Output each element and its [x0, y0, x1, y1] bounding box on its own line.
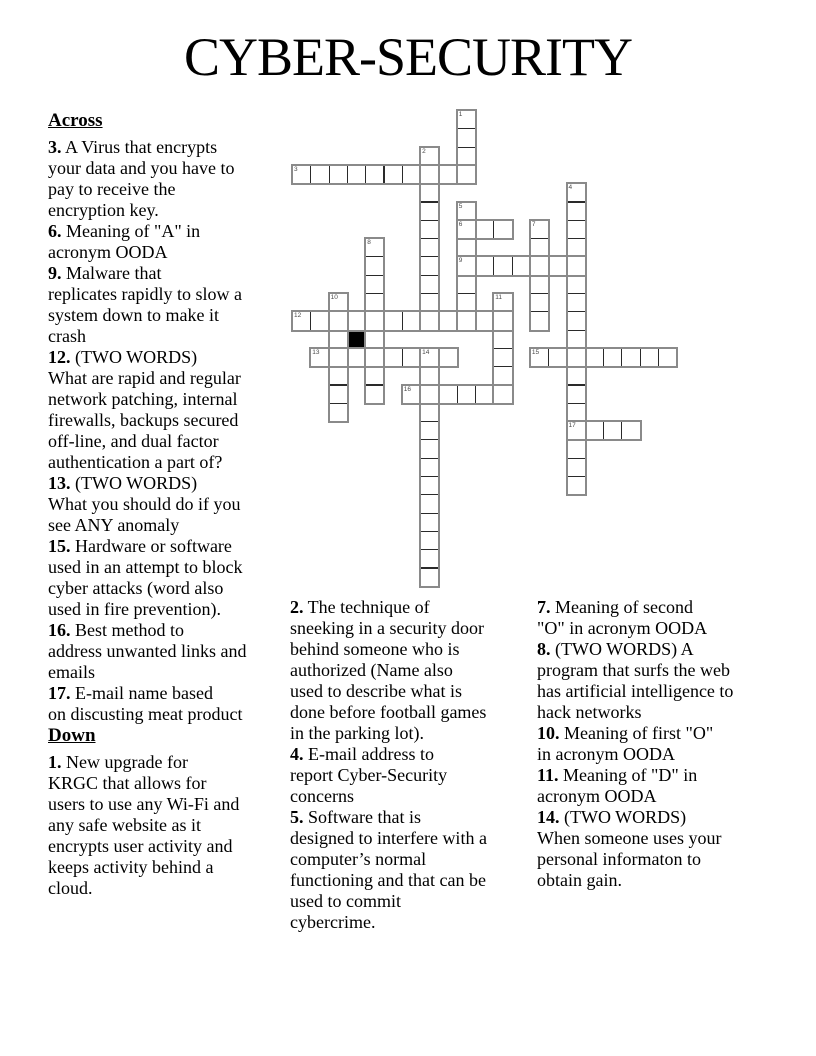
grid-cell[interactable] — [365, 293, 384, 312]
clue-1-line: any safe website as it — [48, 815, 201, 835]
grid-cell[interactable] — [310, 165, 329, 184]
grid-cell[interactable] — [310, 311, 329, 330]
clue-3-line: pay to receive the — [48, 179, 176, 199]
clue-number: 11. — [537, 765, 559, 785]
clue-column-right — [537, 597, 789, 891]
clue-number: 12. — [48, 347, 71, 367]
grid-cell[interactable] — [420, 385, 439, 404]
grid-cell[interactable] — [420, 165, 439, 184]
clue-number-label: 7 — [531, 220, 536, 228]
grid-cell[interactable] — [438, 165, 457, 184]
clue-2-line: sneeking in a security door — [290, 618, 484, 638]
grid-cell[interactable] — [493, 385, 512, 404]
clue-16-line: address unwanted links and — [48, 641, 247, 661]
grid-cell[interactable] — [347, 348, 366, 367]
clue-9-line: replicates rapidly to slow a — [48, 284, 242, 304]
grid-cell[interactable] — [310, 348, 329, 367]
clue-number: 9. — [48, 263, 62, 283]
grid-cell[interactable] — [420, 293, 439, 312]
grid-cell[interactable] — [567, 348, 586, 367]
grid-cell[interactable] — [530, 256, 549, 275]
grid-cell[interactable] — [329, 403, 348, 422]
clue-number-label: 1 — [458, 111, 463, 118]
grid-cell[interactable] — [420, 476, 439, 495]
clue-7-line: "O" in acronym OODA — [537, 618, 708, 638]
grid-cell[interactable] — [567, 311, 586, 330]
grid-cell[interactable] — [420, 311, 439, 330]
clue-12-line: network patching, internal — [48, 389, 238, 409]
clue-number-label: 5 — [458, 202, 463, 210]
grid-cell[interactable] — [420, 531, 439, 550]
clue-number: 3. — [48, 137, 62, 157]
down-header: Down — [48, 725, 96, 746]
grid-cell[interactable] — [567, 256, 586, 275]
grid-cell[interactable] — [329, 366, 348, 385]
clue-2-line: behind someone who is — [290, 639, 460, 659]
clue-3-line: your data and you have to — [48, 158, 235, 178]
clue-15-line: used in fire prevention). — [48, 599, 221, 619]
grid-cell[interactable] — [420, 421, 439, 440]
clue-9-line: 9. Malware that — [48, 263, 162, 283]
clue-13-line: 13. (TWO WORDS) — [48, 473, 198, 493]
grid-cell[interactable] — [567, 275, 586, 294]
grid-cell[interactable] — [603, 348, 622, 367]
clue-6-line: acronym OODA — [48, 242, 168, 262]
clue-17-line: 17. E-mail name based — [48, 683, 213, 703]
grid-cell[interactable] — [567, 385, 586, 404]
grid-cell[interactable] — [512, 256, 531, 275]
grid-cell[interactable] — [457, 128, 476, 147]
grid-cell[interactable] — [585, 348, 604, 367]
grid-cell[interactable] — [420, 513, 439, 532]
clue-7-line: 7. Meaning of second — [537, 597, 693, 617]
grid-cell[interactable] — [475, 256, 494, 275]
grid-cell[interactable] — [420, 494, 439, 513]
clue-1-line: 1. New upgrade for — [48, 752, 188, 772]
grid-cell[interactable] — [329, 165, 348, 184]
grid-cell[interactable] — [567, 439, 586, 458]
clue-number: 6. — [48, 221, 62, 241]
grid-cell[interactable] — [493, 366, 512, 385]
grid-cell[interactable] — [567, 366, 586, 385]
grid-cell[interactable] — [365, 165, 384, 184]
grid-cell[interactable] — [365, 256, 384, 275]
clue-12-line: firewalls, backups secured — [48, 410, 239, 430]
clue-13-line: What you should do if you — [48, 494, 241, 514]
clue-8-line: has artificial intelligence to — [537, 681, 734, 701]
clue-2-line: 2. The technique of — [290, 597, 430, 617]
clue-5-line: computer’s normal — [290, 849, 427, 869]
grid-cell[interactable] — [457, 256, 476, 275]
grid-cell[interactable] — [457, 165, 476, 184]
clue-9-line: system down to make it — [48, 305, 219, 325]
grid-cell[interactable] — [329, 385, 348, 404]
across-header: Across — [48, 110, 103, 131]
clue-number: 5. — [290, 807, 304, 827]
clue-number: 7. — [537, 597, 551, 617]
clue-column-left — [48, 110, 288, 899]
grid-cell[interactable] — [658, 348, 677, 367]
grid-cell[interactable] — [292, 165, 311, 184]
grid-cell[interactable] — [329, 330, 348, 349]
clue-10-line: 10. Meaning of first "O" — [537, 723, 714, 743]
clue-5-line: designed to interfere with a — [290, 828, 487, 848]
clue-number: 10. — [537, 723, 560, 743]
grid-cell[interactable] — [420, 147, 439, 166]
clue-16-line: 16. Best method to — [48, 620, 184, 640]
clue-1-line: KRGC that allows for — [48, 773, 207, 793]
clue-4-line: concerns — [290, 786, 354, 806]
clue-12-line: off-line, and dual factor — [48, 431, 219, 451]
clue-5-line: 5. Software that is — [290, 807, 421, 827]
grid-cell[interactable] — [621, 421, 640, 440]
clue-number-label: 15 — [531, 348, 540, 356]
clue-16-line: emails — [48, 662, 95, 682]
grid-cell[interactable] — [475, 385, 494, 404]
clue-number-label: 16 — [403, 385, 412, 393]
grid-cell[interactable] — [548, 348, 567, 367]
clue-1-line: cloud. — [48, 878, 93, 898]
clue-8-line: program that surfs the web — [537, 660, 730, 680]
clue-number-label: 12 — [294, 312, 302, 320]
grid-cell[interactable] — [347, 165, 366, 184]
grid-cell[interactable] — [567, 476, 586, 495]
clue-14-line: personal informaton to — [537, 849, 701, 869]
clue-11-line: 11. Meaning of "D" in — [537, 765, 698, 785]
clue-number: 17. — [48, 683, 71, 703]
clue-2-line: in the parking lot). — [290, 723, 424, 743]
grid-cell[interactable] — [384, 348, 403, 367]
clue-number-label: 11 — [495, 294, 503, 301]
grid-cell[interactable] — [567, 238, 586, 257]
grid-cell[interactable] — [420, 366, 439, 385]
clue-number-label: 17 — [568, 422, 576, 430]
grid-cell[interactable] — [365, 275, 384, 294]
clue-number: 2. — [290, 597, 304, 617]
clue-number: 1. — [48, 752, 62, 772]
grid-cell[interactable] — [457, 293, 476, 312]
grid-cell[interactable] — [493, 330, 512, 349]
clue-14-line: When someone uses your — [537, 828, 722, 848]
grid-cell[interactable] — [365, 238, 384, 257]
grid-cell[interactable] — [493, 348, 512, 367]
grid-cell[interactable] — [567, 183, 586, 202]
clue-4-line: report Cyber-Security — [290, 765, 448, 785]
grid-cell[interactable] — [420, 549, 439, 568]
grid-cell[interactable] — [384, 311, 403, 330]
clue-number: 15. — [48, 536, 71, 556]
grid-cell[interactable] — [493, 220, 512, 239]
grid-cell[interactable] — [475, 311, 494, 330]
grid-cell[interactable] — [329, 293, 348, 312]
clue-number: 14. — [537, 807, 560, 827]
grid-cell[interactable] — [438, 311, 457, 330]
grid-cell[interactable] — [329, 311, 348, 330]
grid-cell[interactable] — [567, 421, 586, 440]
clue-1-line: encrypts user activity and — [48, 836, 233, 856]
grid-cell[interactable] — [585, 421, 604, 440]
clue-12-line: authentication a part of? — [48, 452, 223, 472]
grid-cell[interactable] — [493, 256, 512, 275]
grid-cell[interactable] — [402, 385, 421, 404]
clue-2-line: done before football games — [290, 702, 487, 722]
grid-cell[interactable] — [530, 220, 549, 239]
clue-9-line: crash — [48, 326, 86, 346]
grid-cell[interactable] — [567, 293, 586, 312]
grid-cell[interactable] — [457, 110, 476, 129]
clue-17-line: on discusting meat product — [48, 704, 243, 724]
clue-number-label: 3 — [294, 165, 298, 173]
grid-cell[interactable] — [530, 238, 549, 257]
clue-number: 13. — [48, 473, 71, 493]
grid-cell[interactable] — [365, 330, 384, 349]
clue-12-line: What are rapid and regular — [48, 368, 241, 388]
grid-cell[interactable] — [365, 348, 384, 367]
clue-1-line: users to use any Wi-Fi and — [48, 794, 240, 814]
grid-cell[interactable] — [347, 311, 366, 330]
grid-cell[interactable] — [530, 348, 549, 367]
grid-cell[interactable] — [420, 458, 439, 477]
clue-number: 16. — [48, 620, 71, 640]
clue-number-label: 6 — [458, 220, 463, 228]
grid-cell[interactable] — [438, 385, 457, 404]
clue-2-line: authorized (Name also — [290, 660, 453, 680]
grid-cell[interactable] — [420, 275, 439, 294]
clue-number-label: 8 — [367, 239, 371, 247]
grid-cell[interactable] — [493, 293, 512, 312]
grid-cell[interactable] — [438, 348, 457, 367]
grid-cell[interactable] — [365, 366, 384, 385]
grid-cell[interactable] — [457, 385, 476, 404]
grid-cell[interactable] — [292, 311, 311, 330]
grid-cell[interactable] — [475, 220, 494, 239]
grid-cell[interactable] — [621, 348, 640, 367]
grid-cell[interactable] — [420, 220, 439, 239]
clue-15-line: cyber attacks (word also — [48, 578, 224, 598]
clue-1-line: keeps activity behind a — [48, 857, 214, 877]
clue-number: 8. — [537, 639, 551, 659]
clue-number-label: 2 — [422, 147, 426, 155]
grid-cell[interactable] — [457, 311, 476, 330]
grid-cell[interactable] — [548, 256, 567, 275]
clue-12-line: 12. (TWO WORDS) — [48, 347, 198, 367]
grid-cell[interactable] — [365, 385, 384, 404]
grid-cell[interactable] — [420, 238, 439, 257]
clue-number-label: 10 — [330, 294, 338, 301]
grid-cell[interactable] — [567, 330, 586, 349]
clue-column-middle — [290, 597, 538, 933]
grid-cell[interactable] — [567, 458, 586, 477]
clue-3-line: encryption key. — [48, 200, 159, 220]
grid-cell[interactable] — [457, 275, 476, 294]
grid-cell[interactable] — [530, 275, 549, 294]
grid-cell[interactable] — [420, 439, 439, 458]
clue-15-line: used in an attempt to block — [48, 557, 243, 577]
grid-cell[interactable] — [457, 238, 476, 257]
clue-5-line: functioning and that can be — [290, 870, 486, 890]
grid-cell[interactable] — [420, 256, 439, 275]
clue-number-label: 4 — [568, 184, 573, 192]
black-cell — [347, 330, 366, 349]
grid-cell[interactable] — [640, 348, 659, 367]
grid-cell[interactable] — [420, 202, 439, 221]
grid-cell[interactable] — [402, 348, 421, 367]
clue-2-line: used to describe what is — [290, 681, 462, 701]
grid-cell[interactable] — [567, 202, 586, 221]
clue-13-line: see ANY anomaly — [48, 515, 180, 535]
clue-number-label: 9 — [458, 257, 463, 265]
grid-cell[interactable] — [329, 348, 348, 367]
grid-cell[interactable] — [457, 147, 476, 166]
grid-cell[interactable] — [457, 202, 476, 221]
clue-15-line: 15. Hardware or software — [48, 536, 232, 556]
grid-cell[interactable] — [365, 311, 384, 330]
grid-cell[interactable] — [402, 311, 421, 330]
grid-cell[interactable] — [420, 183, 439, 202]
clue-number-label: 14 — [422, 348, 430, 356]
grid-cell[interactable] — [603, 421, 622, 440]
clue-3-line: 3. A Virus that encrypts — [48, 137, 218, 157]
page-title: CYBER-SECURITY — [183, 27, 633, 87]
grid-cell[interactable] — [402, 165, 421, 184]
grid-cell[interactable] — [567, 220, 586, 239]
clue-11-line: acronym OODA — [537, 786, 657, 806]
grid-cell[interactable] — [420, 348, 439, 367]
grid-cell[interactable] — [567, 403, 586, 422]
clue-14-line: 14. (TWO WORDS) — [537, 807, 687, 827]
clue-14-line: obtain gain. — [537, 870, 622, 890]
clue-5-line: cybercrime. — [290, 912, 376, 932]
clue-number-label: 13 — [312, 348, 320, 356]
clue-10-line: in acronym OODA — [537, 744, 675, 764]
clue-8-line: hack networks — [537, 702, 642, 722]
clue-6-line: 6. Meaning of "A" in — [48, 221, 201, 241]
grid-cell[interactable] — [493, 311, 512, 330]
clue-4-line: 4. E-mail address to — [290, 744, 434, 764]
grid-cell[interactable] — [457, 220, 476, 239]
grid-cell[interactable] — [420, 403, 439, 422]
grid-cell[interactable] — [420, 568, 439, 587]
grid-cell[interactable] — [384, 165, 403, 184]
clue-number: 4. — [290, 744, 304, 764]
grid-cell[interactable] — [530, 311, 549, 330]
clue-8-line: 8. (TWO WORDS) A — [537, 639, 694, 659]
clue-5-line: used to commit — [290, 891, 401, 911]
grid-cell[interactable] — [530, 293, 549, 312]
